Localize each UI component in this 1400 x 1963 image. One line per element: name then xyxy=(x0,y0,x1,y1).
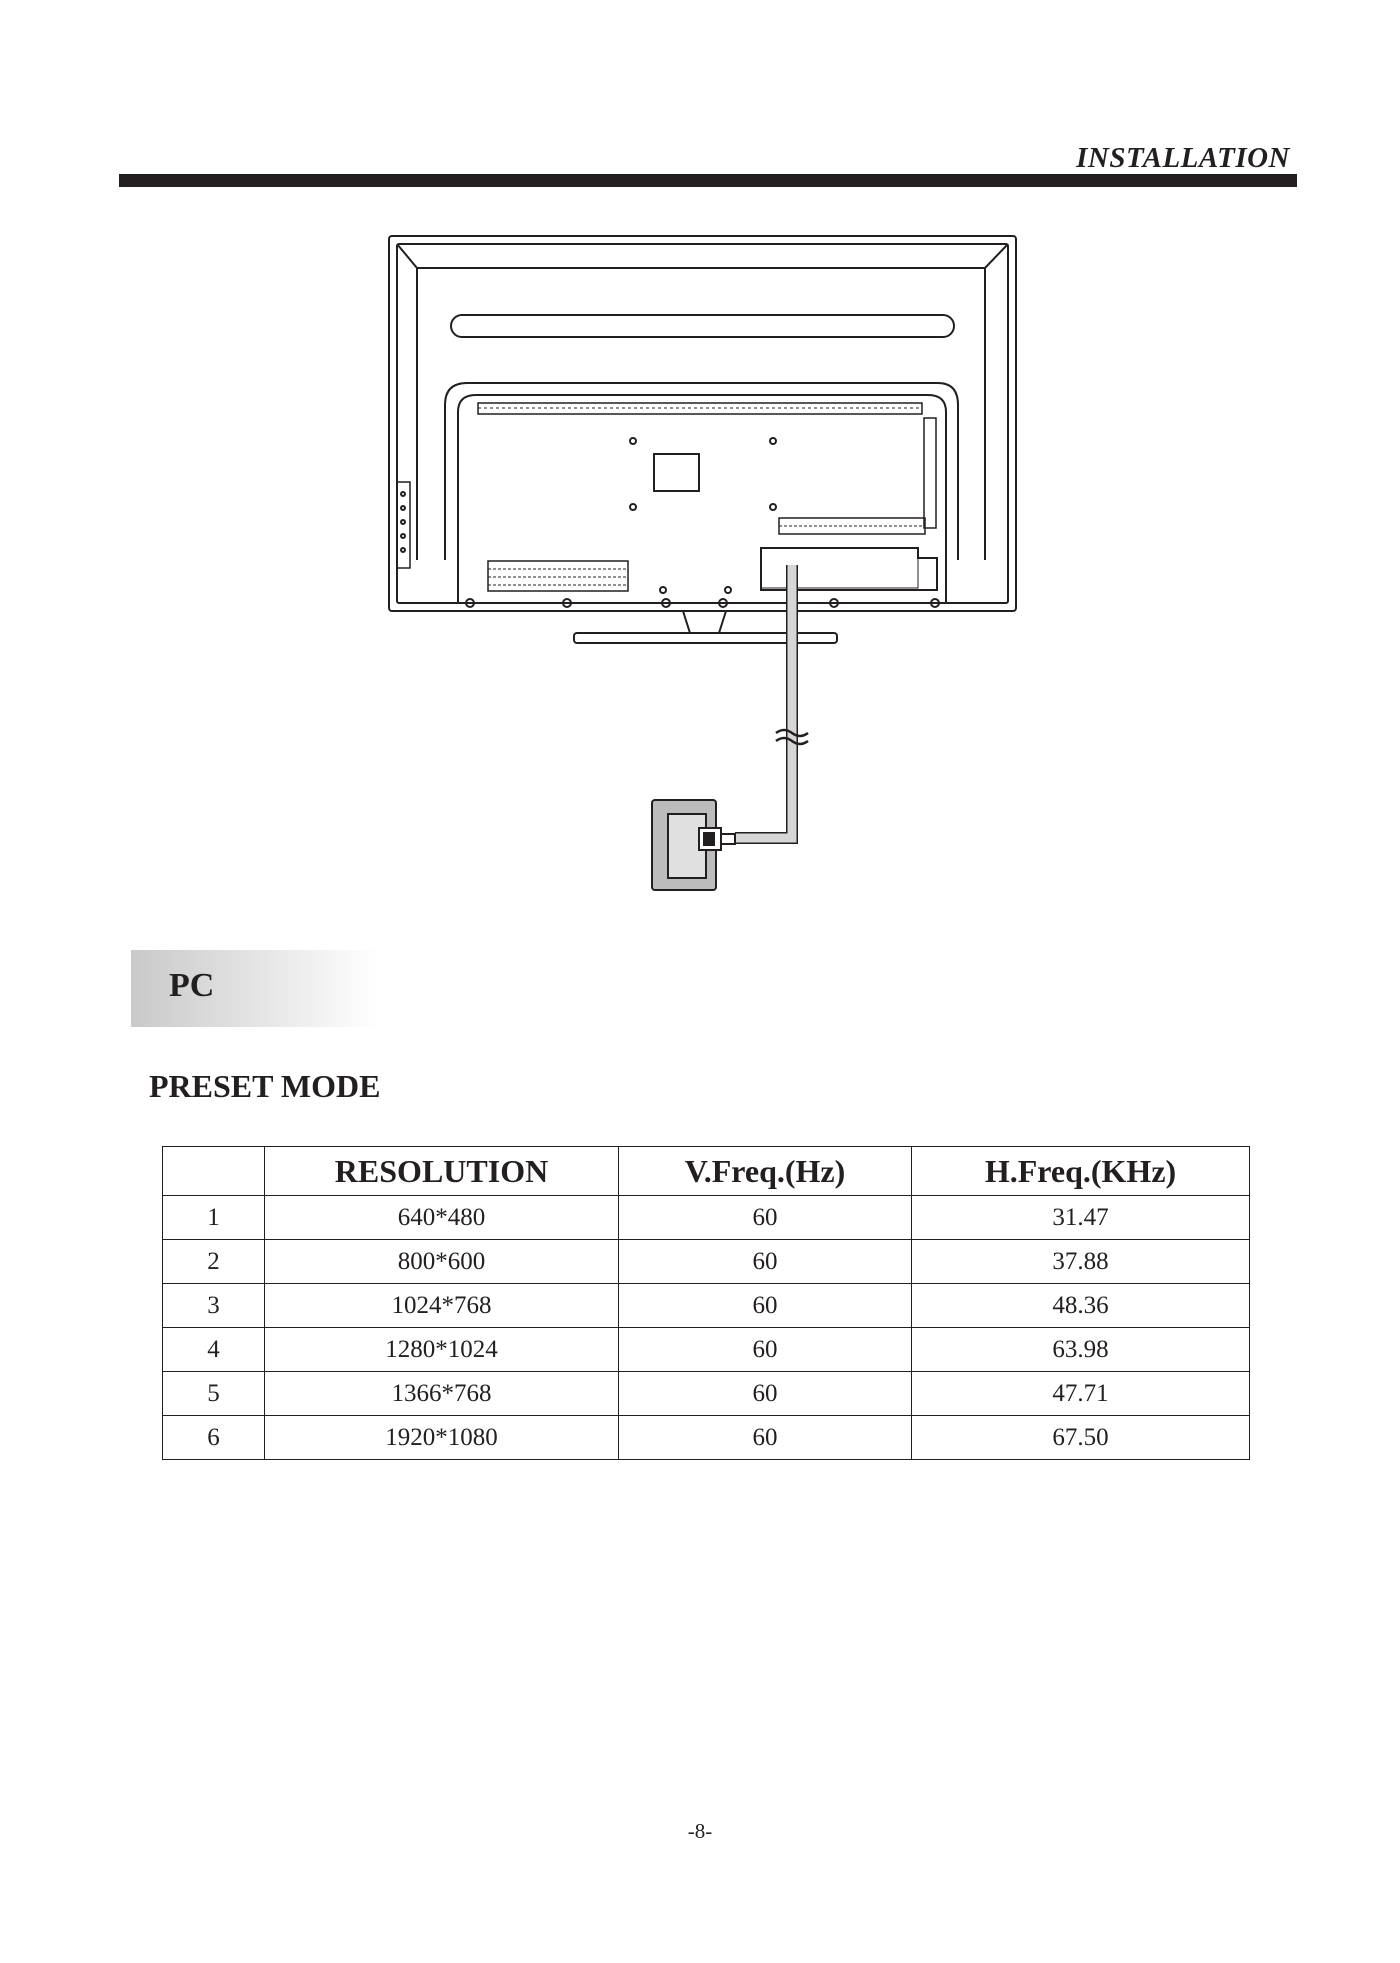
cell-hfreq: 67.50 xyxy=(912,1416,1250,1460)
table-row xyxy=(163,1240,1250,1284)
cell-vfreq: 60 xyxy=(619,1372,912,1416)
wall-socket-plug xyxy=(652,800,735,890)
header-vfreq: V.Freq.(Hz) xyxy=(619,1147,912,1196)
cell-resolution: 640*480 xyxy=(265,1196,619,1240)
lower-left-vent xyxy=(488,561,628,591)
header-hfreq: H.Freq.(KHz) xyxy=(912,1147,1250,1196)
cell-vfreq: 60 xyxy=(619,1328,912,1372)
table-row xyxy=(163,1284,1250,1328)
header-resolution: RESOLUTION xyxy=(265,1147,619,1196)
header-index xyxy=(163,1147,265,1196)
stand-neck xyxy=(683,611,726,633)
cell-hfreq: 31.47 xyxy=(912,1196,1250,1240)
cell-resolution: 1366*768 xyxy=(265,1372,619,1416)
cell-hfreq: 63.98 xyxy=(912,1328,1250,1372)
cell-vfreq: 60 xyxy=(619,1240,912,1284)
top-vent-slot xyxy=(451,315,954,337)
table-row xyxy=(163,1416,1250,1460)
table-row xyxy=(163,1196,1250,1240)
page-number: -8- xyxy=(687,1819,713,1843)
cell-vfreq: 60 xyxy=(619,1416,912,1460)
cell-hfreq: 48.36 xyxy=(912,1284,1250,1328)
cell-index: 2 xyxy=(163,1240,265,1284)
preset-mode-table xyxy=(162,1146,1250,1460)
cell-resolution: 1920*1080 xyxy=(265,1416,619,1460)
preset-mode-title: PRESET MODE xyxy=(149,1068,381,1104)
cell-resolution: 1024*768 xyxy=(265,1284,619,1328)
table-header-row xyxy=(163,1147,1250,1196)
table-row xyxy=(163,1372,1250,1416)
cell-index: 5 xyxy=(163,1372,265,1416)
right-side-connectors xyxy=(924,418,936,528)
table-row xyxy=(163,1328,1250,1372)
cell-vfreq: 60 xyxy=(619,1284,912,1328)
section-label-pc xyxy=(131,950,379,1027)
page-header-title: INSTALLATION xyxy=(1076,142,1290,174)
cable xyxy=(735,565,808,838)
cell-resolution: 800*600 xyxy=(265,1240,619,1284)
cell-index: 4 xyxy=(163,1328,265,1372)
cell-hfreq: 47.71 xyxy=(912,1372,1250,1416)
cell-index: 1 xyxy=(163,1196,265,1240)
tv-outer-frame xyxy=(389,236,1016,611)
tv-inner-frame xyxy=(397,244,1008,603)
cell-vfreq: 60 xyxy=(619,1196,912,1240)
cell-hfreq: 37.88 xyxy=(912,1240,1250,1284)
cell-index: 3 xyxy=(163,1284,265,1328)
section-label-text: PC xyxy=(169,967,215,1004)
cell-resolution: 1280*1024 xyxy=(265,1328,619,1372)
tv-rear-connection-diagram xyxy=(0,0,1400,900)
label-plate xyxy=(654,454,699,491)
cell-index: 6 xyxy=(163,1416,265,1460)
